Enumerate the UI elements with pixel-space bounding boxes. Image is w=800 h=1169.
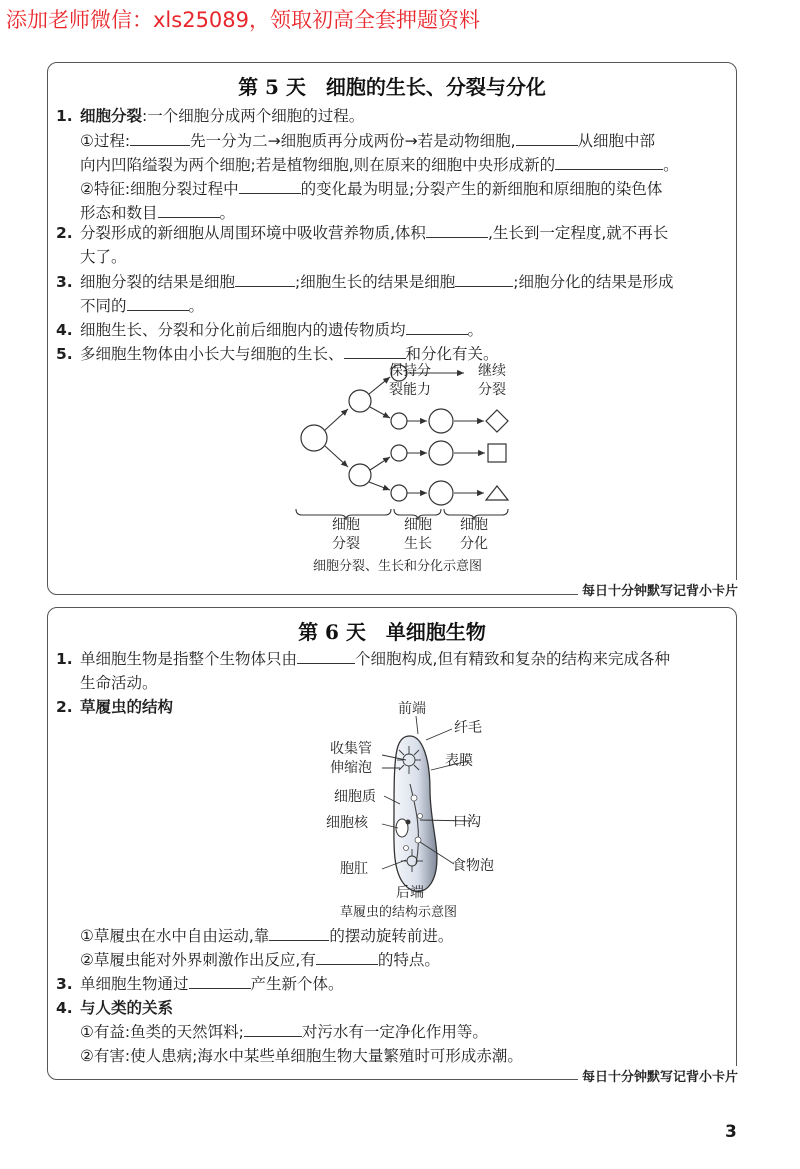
grown-cell-1: [429, 409, 453, 433]
day5-item-1d: 形态和数目 。: [80, 204, 236, 222]
micronucleus: [406, 820, 411, 825]
term-cell-division: 细胞分裂: [80, 107, 143, 125]
card2-footer: 每日十分钟默写记背小卡片: [578, 1066, 738, 1085]
fill-blank[interactable]: [269, 926, 329, 941]
label-nucleus: 细胞核: [326, 815, 368, 831]
day5-item-4: 4. 细胞生长、分裂和分化前后细胞内的遗传物质均 。: [56, 321, 484, 339]
day6-item-4a: ①有益:鱼类的天然饵料; 对污水有一定净化作用等。: [80, 1023, 488, 1041]
grown-cell-3: [429, 481, 453, 505]
day6-item-2: 2. 草履虫的结构: [56, 698, 174, 716]
fill-blank[interactable]: [189, 974, 251, 989]
label-collecting-tube: 收集管 伸缩泡: [330, 741, 372, 776]
cell-division-diagram: [48, 63, 738, 596]
small-cell-2: [391, 413, 407, 429]
day5-item-1c: ②特征:细胞分裂过程中 的变化最为明显;分裂产生的新细胞和原细胞的染色体: [80, 180, 663, 198]
day6-item-4: 4. 与人类的关系: [56, 999, 174, 1017]
fill-blank[interactable]: [316, 950, 378, 965]
day6-title: 第 6 天 单细胞生物: [298, 620, 486, 644]
day5-card: [47, 62, 737, 595]
day6-item-4b: ②有害:使人患病;海水中某些单细胞生物大量繁殖时可形成赤潮。: [80, 1047, 523, 1065]
label-continue-division: 继续 分裂: [478, 363, 506, 398]
diff-diamond: [486, 410, 508, 432]
label-cytoplasm: 细胞质: [334, 789, 376, 805]
day5-item-2b: 大了。: [80, 248, 127, 266]
promo-banner: 添加老师微信：xls25089，领取初高全套押题资料: [6, 8, 481, 32]
label-cilia: 纤毛: [454, 720, 482, 736]
day6-item-1: 1. 单细胞生物是指整个生物体只由 个细胞构成,但有精致和复杂的结构来完成各种: [56, 650, 670, 668]
label-cell-division: 细胞 分裂: [332, 517, 360, 552]
small-cell-3: [391, 445, 407, 461]
diagram-caption: 细胞分裂、生长和分化示意图: [313, 559, 483, 574]
day5-item-3b: 不同的 。: [80, 297, 205, 315]
mother-cell: [301, 425, 327, 451]
day6-item-2b: ②草履虫能对外界刺激作出反应,有 的特点。: [80, 951, 440, 969]
paramecium-caption: 草履虫的结构示意图: [340, 905, 458, 920]
day5-item-1: 1. 细胞分裂:一个细胞分成两个细胞的过程。: [56, 107, 365, 125]
label-cell-differentiation: 细胞 分化: [460, 517, 488, 552]
card1-footer: 每日十分钟默写记背小卡片: [578, 580, 738, 599]
day6-item-2a: ①草履虫在水中自由运动,靠 的摆动旋转前进。: [80, 927, 454, 945]
day5-title: 第 5 天 细胞的生长、分裂与分化: [238, 75, 546, 99]
daughter-cell-top: [349, 390, 371, 412]
small-cell-4: [391, 485, 407, 501]
day5-item-5: 5. 多细胞生物体由小长大与细胞的生长、 和分化有关。: [56, 345, 499, 363]
day5-item-1b: 向内凹陷缢裂为两个细胞;若是植物细胞,则在原来的细胞中央形成新的 。: [80, 156, 679, 174]
day6-item-3: 3. 单细胞生物通过 产生新个体。: [56, 975, 344, 993]
day5-item-3: 3. 细胞分裂的结果是细胞 ;细胞生长的结果是细胞 ;细胞分化的结果是形成: [56, 273, 674, 291]
food-vacuole: [411, 795, 417, 801]
label-rear-end: 后端: [396, 885, 424, 901]
day5-item-2: 2. 分裂形成的新细胞从周围环境中吸收营养物质,体积 ,生长到一定程度,就不再长: [56, 224, 669, 242]
day5-item-1a: ①过程: 先一分为二→细胞质再分成两份→若是动物细胞, 从细胞中部: [80, 132, 656, 150]
label-anal-pore: 胞肛: [340, 861, 368, 877]
label-cell-growth: 细胞 生长: [404, 517, 432, 552]
label-front-end: 前端: [398, 701, 426, 717]
page-number: 3: [725, 1122, 737, 1142]
day6-card: [47, 607, 737, 1080]
label-oral-groove: 口沟: [453, 814, 481, 830]
fill-blank[interactable]: [244, 1022, 302, 1037]
grown-cell-2: [429, 441, 453, 465]
diff-square: [488, 444, 506, 462]
food-vacuole: [404, 846, 409, 851]
daughter-cell-bottom: [349, 464, 371, 486]
label-membrane: 表膜: [445, 753, 473, 769]
label-keep-division: 保持分 裂能力: [389, 363, 431, 398]
diff-triangle: [486, 486, 508, 500]
label-food-vacuole: 食物泡: [452, 858, 494, 874]
day6-item-1b: 生命活动。: [80, 674, 158, 692]
food-vacuole: [418, 814, 423, 819]
